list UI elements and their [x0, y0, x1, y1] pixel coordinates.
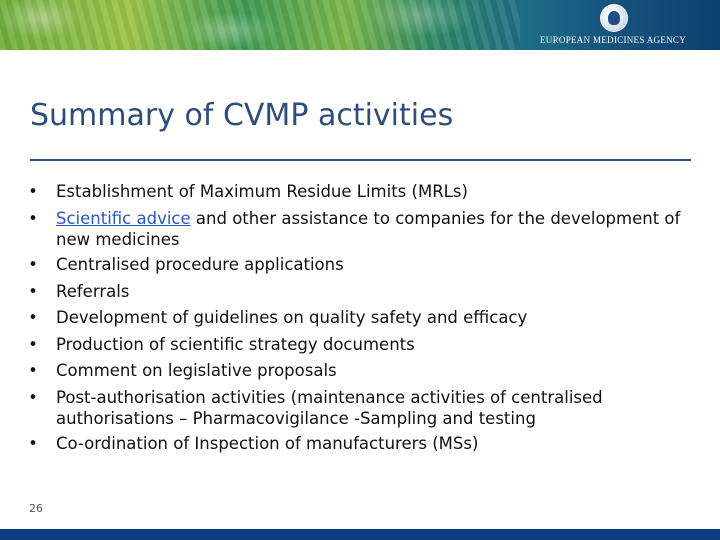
agency-logo-text: EUROPEAN MEDICINES AGENCY: [540, 35, 687, 45]
list-item-text: Post-authorisation activities (maintenance activities of centralised authorisations – Pharmacovigilance -Sampling and testing: [56, 387, 603, 428]
list-item: [28, 181, 698, 203]
header-banner: [0, 0, 720, 50]
footer-bar: [0, 529, 720, 540]
bullet-icon: •: [28, 208, 38, 228]
bullet-icon: •: [28, 334, 38, 354]
list-item: [28, 254, 698, 276]
list-item: [28, 281, 698, 303]
banner-texture: [0, 0, 520, 50]
bullet-icon: •: [28, 387, 38, 407]
list-item: [28, 433, 698, 455]
list-item: [28, 387, 698, 429]
bullet-icon: •: [28, 308, 38, 327]
list-item-text: Co-ordination of Inspection of manufacturers (MSs): [56, 434, 479, 453]
slide-title: Summary of CVMP activities: [30, 98, 454, 133]
list-item: [28, 334, 698, 356]
list-item-text: Referrals: [56, 281, 130, 301]
list-item-text: Development of guidelines on quality safety and efficacy: [56, 308, 528, 327]
page-number: 26: [29, 502, 43, 515]
list-item-text: Production of scientific strategy documents: [56, 334, 415, 354]
title-divider: [30, 159, 691, 161]
list-item-text: Comment on legislative proposals: [56, 361, 337, 380]
bullet-icon: •: [28, 434, 38, 453]
list-item-text-rest: and other assistance to companies for the development of new medicines: [56, 208, 681, 249]
scientific-advice-link[interactable]: Scientific advice: [56, 208, 191, 228]
list-item-text: [56, 208, 698, 250]
list-item: [28, 360, 698, 382]
bullet-icon: •: [28, 182, 38, 201]
list-item: [28, 307, 698, 329]
bullet-icon: •: [28, 255, 38, 274]
list-item-text: Establishment of Maximum Residue Limits (MRLs): [56, 182, 468, 201]
list-item: [28, 208, 698, 250]
list-item-text: Centralised procedure applications: [56, 255, 344, 274]
bullet-icon: •: [28, 281, 38, 301]
ema-emblem-icon: [600, 4, 628, 32]
bullet-icon: •: [28, 361, 38, 380]
activities-list: [28, 181, 698, 460]
